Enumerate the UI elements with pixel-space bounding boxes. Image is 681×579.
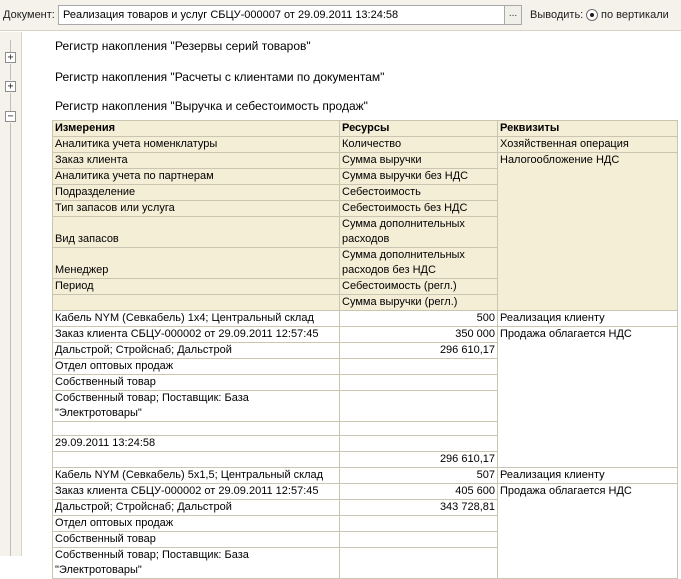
record-dimension-value: Заказ клиента СБЦУ-000002 от 29.09.2011 12:57:45 bbox=[53, 484, 340, 500]
column-header-attributes: Реквизиты bbox=[498, 121, 678, 137]
record-resource-value: 500 bbox=[340, 311, 498, 327]
resource-name: Сумма выручки (регл.) bbox=[340, 295, 498, 311]
record-row bbox=[53, 468, 678, 484]
record-dimension-value: Дальстрой; Стройснаб; Дальстрой bbox=[53, 343, 340, 359]
resource-name: Себестоимость (регл.) bbox=[340, 279, 498, 295]
record-attribute-value: Продажа облагается НДС bbox=[498, 484, 678, 579]
vertical-radio-label[interactable]: по вертикали bbox=[601, 9, 669, 21]
dimension-cell-empty bbox=[53, 295, 340, 311]
record-resource-value bbox=[340, 391, 498, 422]
record-resource-value bbox=[340, 436, 498, 452]
record-dimension-value: Собственный товар bbox=[53, 532, 340, 548]
record-resource-value bbox=[340, 516, 498, 532]
resource-name: Сумма выручки bbox=[340, 153, 498, 169]
resource-name: Себестоимость без НДС bbox=[340, 201, 498, 217]
dimension-name: Менеджер bbox=[53, 248, 340, 279]
vertical-radio-button[interactable] bbox=[586, 9, 598, 21]
collapse-register-3-icon[interactable]: − bbox=[5, 111, 16, 122]
tree-line bbox=[10, 40, 11, 52]
record-resource-value bbox=[340, 422, 498, 436]
toolbar bbox=[0, 0, 681, 31]
attribute-name: Хозяйственная операция bbox=[498, 137, 678, 153]
record-dimension-value: Собственный товар; Поставщик: База "Электротовары" bbox=[53, 391, 340, 422]
dimension-name: Подразделение bbox=[53, 185, 340, 201]
record-dimension-value: Собственный товар bbox=[53, 375, 340, 391]
dimension-name: Аналитика учета по партнерам bbox=[53, 169, 340, 185]
record-resource-value: 296 610,17 bbox=[340, 343, 498, 359]
record-row bbox=[53, 311, 678, 327]
register-records-table bbox=[52, 120, 678, 579]
expand-register-1-icon[interactable]: + bbox=[5, 52, 16, 63]
record-attribute-value: Реализация клиенту bbox=[498, 468, 678, 484]
resource-name: Количество bbox=[340, 137, 498, 153]
resource-name: Сумма дополнительных расходов без НДС bbox=[340, 248, 498, 279]
column-header-resources: Ресурсы bbox=[340, 121, 498, 137]
dimension-name: Период bbox=[53, 279, 340, 295]
output-label: Выводить: bbox=[530, 9, 584, 21]
tree-line bbox=[10, 123, 11, 556]
record-dimension-value: Кабель NYM (Севкабель) 1x4; Центральный склад bbox=[53, 311, 340, 327]
table-header-row bbox=[53, 121, 678, 137]
register-title-revenue: Регистр накопления "Выручка и себестоимость продаж" bbox=[55, 99, 368, 113]
dimension-name: Аналитика учета номенклатуры bbox=[53, 137, 340, 153]
record-resource-value: 296 610,17 bbox=[340, 452, 498, 468]
tree-line bbox=[10, 64, 11, 80]
tree-gutter bbox=[0, 32, 22, 556]
record-dimension-value: Дальстрой; Стройснаб; Дальстрой bbox=[53, 500, 340, 516]
document-input[interactable]: Реализация товаров и услуг СБЦУ-000007 от 29.09.2011 13:24:58 bbox=[58, 5, 505, 25]
dimension-name: Тип запасов или услуга bbox=[53, 201, 340, 217]
tree-line bbox=[10, 93, 11, 111]
schema-row bbox=[53, 137, 678, 153]
record-attribute-value: Реализация клиенту bbox=[498, 311, 678, 327]
expand-register-2-icon[interactable]: + bbox=[5, 81, 16, 92]
record-attribute-value: Продажа облагается НДС bbox=[498, 327, 678, 468]
resource-name: Сумма дополнительных расходов bbox=[340, 217, 498, 248]
record-dimension-value bbox=[53, 452, 340, 468]
document-label: Документ: bbox=[3, 9, 55, 21]
record-resource-value bbox=[340, 375, 498, 391]
resource-name: Сумма выручки без НДС bbox=[340, 169, 498, 185]
attribute-name: Налогообложение НДС bbox=[498, 153, 678, 311]
record-resource-value: 507 bbox=[340, 468, 498, 484]
dimension-name: Вид запасов bbox=[53, 217, 340, 248]
dimension-name: Заказ клиента bbox=[53, 153, 340, 169]
record-dimension-value: 29.09.2011 13:24:58 bbox=[53, 436, 340, 452]
document-select-button[interactable]: ... bbox=[505, 5, 522, 25]
record-resource-value: 350 000 bbox=[340, 327, 498, 343]
record-resource-value bbox=[340, 359, 498, 375]
record-resource-value bbox=[340, 548, 498, 579]
column-header-dimensions: Измерения bbox=[53, 121, 340, 137]
schema-row bbox=[53, 153, 678, 169]
record-dimension-value: Отдел оптовых продаж bbox=[53, 516, 340, 532]
record-row bbox=[53, 484, 678, 500]
record-dimension-value bbox=[53, 422, 340, 436]
record-dimension-value: Собственный товар; Поставщик: База "Электротовары" bbox=[53, 548, 340, 579]
record-resource-value bbox=[340, 532, 498, 548]
record-row bbox=[53, 327, 678, 343]
resource-name: Себестоимость bbox=[340, 185, 498, 201]
record-dimension-value: Кабель NYM (Севкабель) 5x1,5; Центральный склад bbox=[53, 468, 340, 484]
record-dimension-value: Заказ клиента СБЦУ-000002 от 29.09.2011 12:57:45 bbox=[53, 327, 340, 343]
register-title-reserves: Регистр накопления "Резервы серий товаров" bbox=[55, 39, 311, 53]
record-resource-value: 343 728,81 bbox=[340, 500, 498, 516]
register-title-settlements: Регистр накопления "Расчеты с клиентами по документам" bbox=[55, 70, 385, 84]
record-resource-value: 405 600 bbox=[340, 484, 498, 500]
record-dimension-value: Отдел оптовых продаж bbox=[53, 359, 340, 375]
